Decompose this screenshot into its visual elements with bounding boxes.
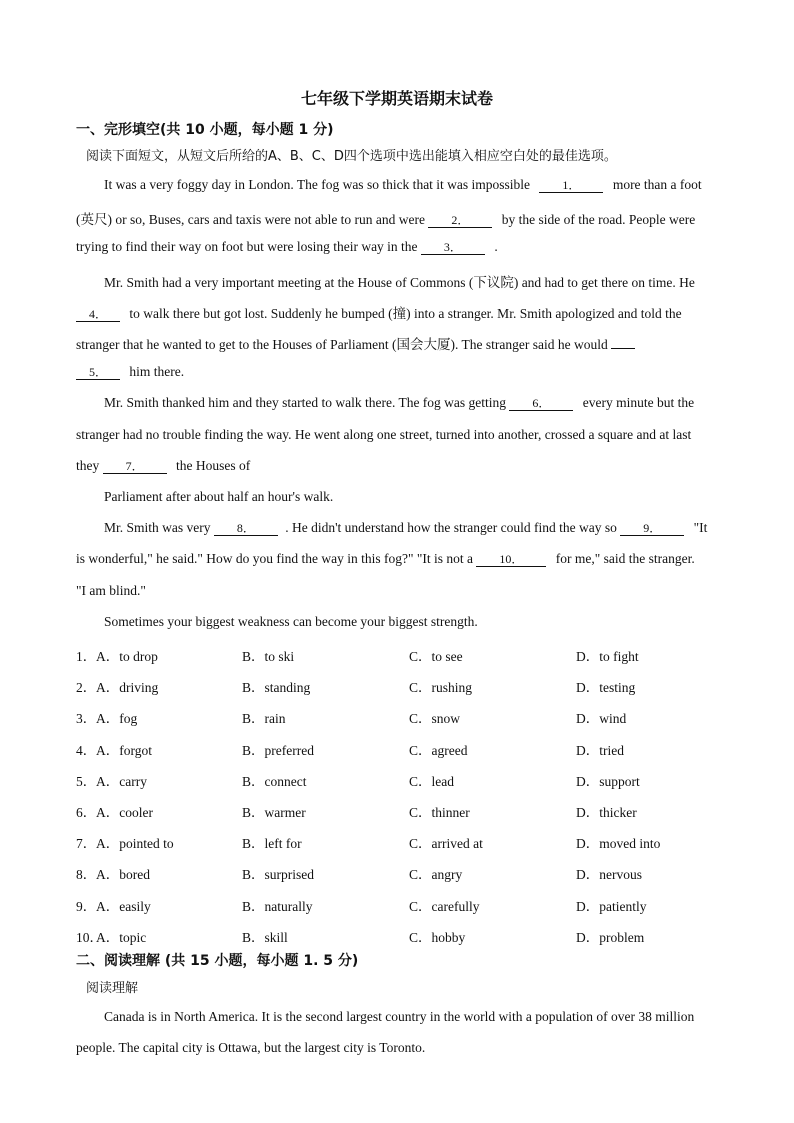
option-d: D．patiently [576,898,647,914]
passage-line [76,333,748,353]
blank-1: 1． [539,178,603,193]
passage-line [76,551,748,567]
option-b: B．left for [242,836,302,852]
option-d: D．problem [576,929,645,945]
option-a: A．carry [96,773,147,789]
passage-text: stranger that he wanted to get to the Houses of Parliament (国会大厦). The stranger said he would [76,337,608,352]
option-row [76,739,756,757]
question-number: 5． [76,773,97,789]
question-number: 8． [76,867,97,883]
question-number: 1． [76,649,97,664]
blank-8: 8． [214,521,278,536]
blank-5: 5． [76,365,120,380]
passage-line [76,364,748,380]
passage-text: . [494,239,498,254]
option-b: B．skill [242,929,288,945]
option-b: B．rain [242,711,286,727]
passage-line [76,239,748,255]
option-c: C．arrived at [409,836,483,852]
passage-line: Mr. Smith had a very important meeting at the House of Commons (下议院) and had to get there on time. He [104,275,695,290]
option-d: D．nervous [576,867,642,883]
blank-2: 2． [428,213,492,228]
passage-line [76,208,748,228]
page-title: 七年级下学期英语期末试卷 [300,89,493,108]
passage-text: by the side of the road. People were [501,212,696,227]
passage-line: stranger had no trouble finding the way. He went along one street, turned into another, crossed a square and at last [76,427,692,442]
passage-line [104,177,748,193]
passage-text: . He didn't understand how the stranger could find the way so [285,520,617,535]
option-d: D．tried [576,742,624,758]
option-d: D．thicker [576,805,637,820]
option-a: A．driving [96,680,159,696]
option-c: C．rushing [409,680,473,696]
option-b: B．connect [242,773,307,789]
option-row [76,707,756,725]
option-b: B．standing [242,680,311,696]
section-2-heading: 二、阅读理解 (共 15 小题，每小题 1. 5 分) [76,953,359,969]
passage-text: Mr. Smith was very [104,520,211,535]
option-c: C．thinner [409,805,470,820]
option-c: C．snow [409,711,461,727]
passage-line: "I am blind." [76,583,146,598]
option-b: B．to ski [242,649,295,664]
passage-line: Canada is in North America. It is the second largest country in the world with a population of over 38 million [104,1009,695,1024]
option-d: D．support [576,773,640,789]
option-row [76,676,756,694]
blank-7: 7． [103,459,167,474]
passage-line [104,395,748,411]
blank-9: 9． [620,521,684,536]
option-a: A．to drop [96,649,158,664]
passage-line [104,520,748,536]
option-c: C．to see [409,649,463,664]
section-1-instruction: 阅读下面短文，从短文后所给的A、B、C、D四个选项中选出能填入相应空白处的最佳选项。 [86,149,617,164]
option-row [76,770,756,788]
option-d: D．wind [576,711,627,727]
blank-4: 4． [76,307,120,322]
option-b: B．preferred [242,742,314,758]
passage-line: Sometimes your biggest weakness can become your biggest strength. [104,614,478,629]
passage-text: "It [693,520,708,535]
option-a: A．cooler [96,805,153,820]
option-row [76,863,756,881]
passage-text: to walk there but got lost. Suddenly he bumped (撞) into a stranger. Mr. Smith apologized and told the [129,306,682,321]
option-a: A．forgot [96,742,152,758]
passage-text: for me," said the stranger. [555,551,695,566]
section-2-subheading: 阅读理解 [86,981,139,996]
blank-6: 6． [509,396,573,411]
passage-line [76,302,748,322]
blank-5-start [611,348,635,349]
option-b: B．naturally [242,898,313,914]
question-number: 4． [76,742,97,758]
option-a: A．pointed to [96,836,174,852]
option-a: A．topic [96,929,147,945]
passage-line: people. The capital city is Ottawa, but the largest city is Toronto. [76,1040,426,1055]
option-b: B．warmer [242,805,306,820]
passage-text: every minute but the [582,395,695,410]
option-row [76,801,756,819]
passage-text: Mr. Smith thanked him and they started to walk there. The fog was getting [104,395,507,410]
option-c: C．agreed [409,742,468,758]
option-b: B．surprised [242,867,314,883]
section-1-heading: 一、完形填空(共 10 小题，每小题 1 分) [76,122,334,138]
option-a: A．bored [96,867,150,883]
option-c: C．carefully [409,898,480,914]
option-row [76,926,756,944]
option-d: D．moved into [576,836,661,852]
question-number: 7． [76,836,97,852]
passage-text: trying to find their way on foot but were losing their way in the [76,239,418,254]
option-a: A．easily [96,898,151,914]
option-row [76,895,756,913]
question-number: 9． [76,898,97,914]
option-row [76,832,756,850]
question-number: 6． [76,805,97,820]
passage-line [76,458,748,474]
option-d: D．to fight [576,649,639,664]
passage-text: (英尺) or so, Buses, cars and taxis were not able to run and were [76,212,426,227]
option-c: C．lead [409,773,454,789]
option-a: A．fog [96,711,138,727]
passage-text: him there. [129,364,185,379]
question-number: 10． [76,929,103,945]
question-number: 3． [76,711,97,727]
option-c: C．angry [409,867,463,883]
option-d: D．testing [576,680,636,696]
passage-line: Parliament after about half an hour's walk. [104,489,334,504]
option-row [76,645,756,663]
passage-text: is wonderful," he said." How do you find the way in this fog?" "It is not a [76,551,473,566]
passage-text: they [76,458,100,473]
passage-text: It was a very foggy day in London. The fog was so thick that it was impossible [104,177,531,192]
passage-text: the Houses of [176,458,251,473]
blank-3: 3． [421,240,485,255]
option-c: C．hobby [409,929,466,945]
blank-10: 10． [476,552,546,567]
passage-text: more than a foot [612,177,702,192]
question-number: 2． [76,680,97,696]
